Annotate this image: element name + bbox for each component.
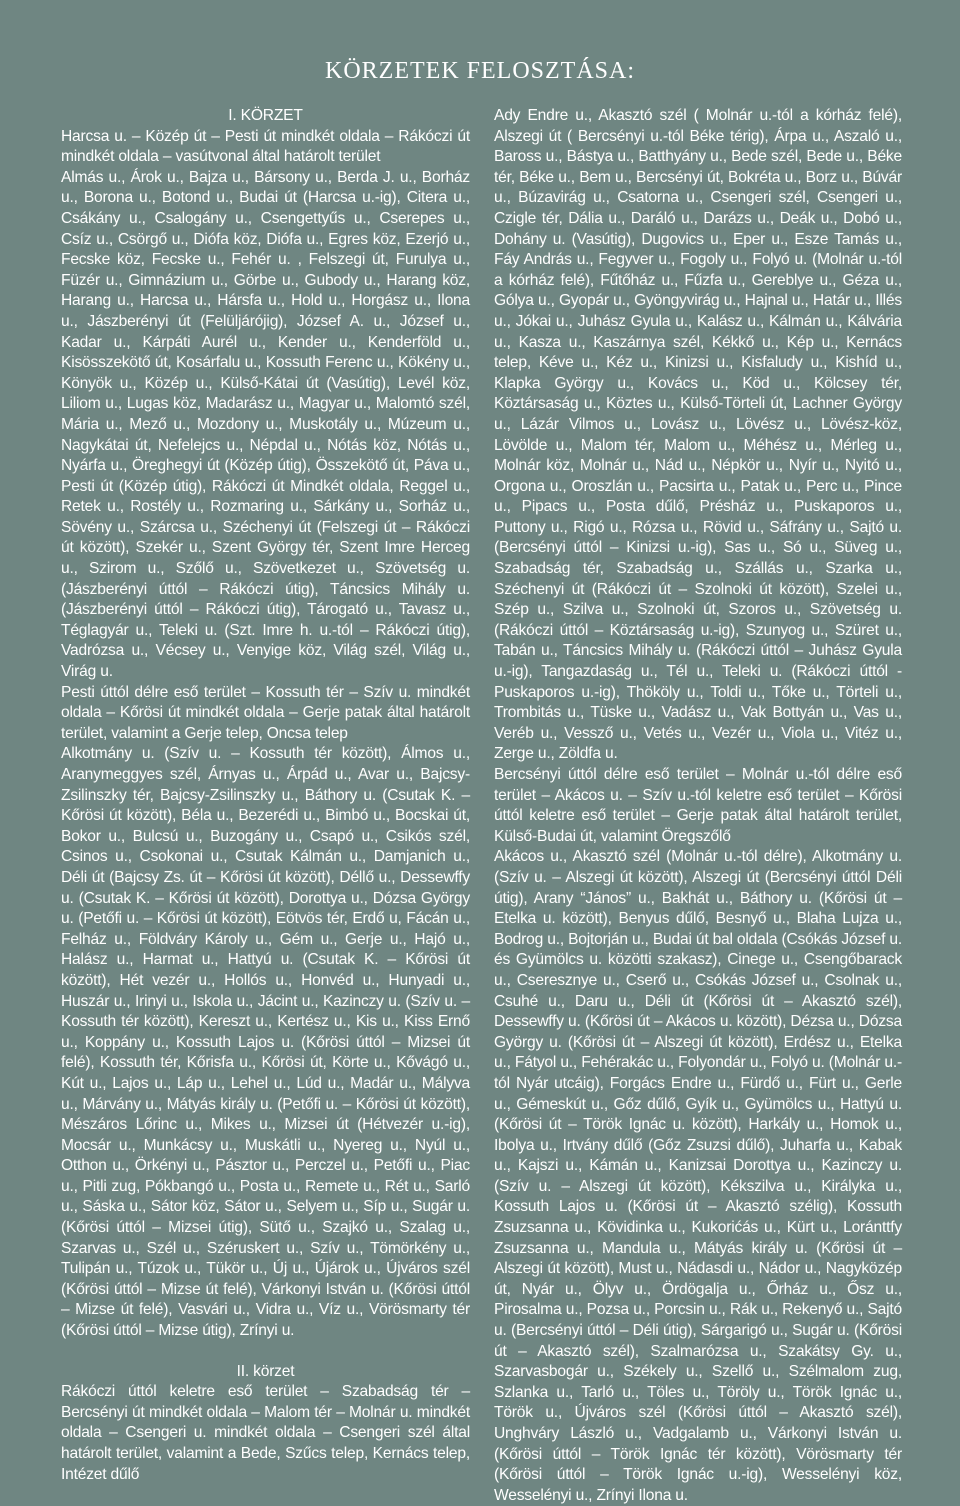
- district-2-heading: II. körzet: [236, 1362, 295, 1380]
- district-1-heading: I. KÖRZET: [228, 107, 303, 124]
- page-title: KÖRZETEK FELOSZTÁSA:: [325, 58, 635, 84]
- right-column: [494, 106, 902, 1506]
- district-2-streets: Ady Endre u., Akasztó szél ( Molnár u.-tól a kórház felé), Alszegi út ( Bercsényi u.-tól Béke térig), Árpa u., Aszaló u., Baross u., Bástya u., Batthyány u., Bede szél, Bede u., Béke tér, Béke u., Bem u., Bercsényi út, Bokréta u., Borz u., Búvár u., Búzavirág u., Csatorna u., Csengeri szél, Csengeri u., Czigle tér, Dália u., Daráló u., Darázs u., Deák u., Dobó u., Dohány u. (Vasútig), Dugovics u., Eper u., Esze Tamás u., Fáy András u., Fegyver u., Fogoly u., Folyó u. (Molnár u.-tól a kórház felé), Fűtőház u., Fűzfa u., Gereblye u., Géza u., Gólya u., Gyopár u., Gyöngyvirág u., Hajnal u., Határ u., Illés u., Jókai u., Juhász Gyula u., Kalász u., Kálmán u., Kálvária u., Kasza u., Kaszárnya szél, Kékkő u., Kép u., Kernács telep, Kéve u., Kéz u., Kinizsi u., Kisfaludy u., Kishíd u., Klapka György u., Kovács u., Köd u., Kölcsey tér, Köztársaság u., Köztes u., Külső-Törteli út, Lachner György u., Lázár Vilmos u., Lovász u., Lövész u., Lövész-köz, Lövölde u., Malom tér, Malom u., Méhész u., Mérleg u., Molnár köz, Molnár u., Nád u., Népkör u., Nyír u., Nyitó u., Orgona u., Oroszlán u., Pacsirta u., Patak u., Perc u., Pince u., Pipacs u., Posta dűlő, Présház u., Puskaporos u., Puttony u., Rigó u., Rózsa u., Rövid u., Sáfrány u., Sajtó u. (Bercsényi úttól – Kinizsi u.-ig), Sas u., Só u., Süveg u., Szabadság tér, Szabadság u., Szállás u., Szarka u., Széchenyi út (Rákóczi út – Szolnoki út között), Szelei u., Szép u., Szilva u., Szolnoki út, Szoros u., Szövetség u. (Rákóczi úttól – Köztársaság u.-ig), Szunyog u., Szüret u., Tabán u., Táncsics Mihály u. (Rákóczi úttól – Juhász Gyula u.-ig), Tangazdaság u., Tél u., Teleki u. (Rákóczi úttól -Puskaporos u.-ig), Thököly u., Toldi u., Tőke u., Törteli u., Trombitás u., Tüske u., Vadász u., Vak Bottyán u., Vas u., Veréb u., Vessző u., Vetés u., Vezér u., Viola u., Vitéz u., Zerge u., Zöldfa u.: [494, 107, 902, 763]
- district-2-boundary: Rákóczi úttól keletre eső terület – Szabadság tér – Bercsényi út mindkét oldala – Malom tér – Molnár u. mindkét oldala – Csengeri u. mindkét oldala – Csengeri szél által határolt terület, valamint a Bede, Szűcs telep, Kernács telep, Intézet dűlő: [61, 1383, 470, 1483]
- district-1-south-boundary: Pesti úttól délre eső terület – Kossuth tér – Szív u. mindkét oldala – Kőrösi út mindkét oldala – Gerje patak által határolt terület, valamint a Gerje telep, Oncsa telep: [61, 683, 470, 742]
- district-1-boundary: Harcsa u. – Közép út – Pesti út mindkét oldala – Rákóczi út mindkét oldala – vasútvonal által határolt terület: [61, 127, 470, 166]
- left-column: [61, 106, 470, 1485]
- district-2-south-boundary: Bercsényi úttól délre eső terület – Molnár u.-tól délre eső terület – Akácos u. – Szív u.-tól keletre eső terület – Kőrösi úttól keletre eső terület – Gerje patak által határolt terület, Külső-Budai út, valamint Öregszőlő: [494, 766, 902, 845]
- district-1-streets: Almás u., Árok u., Bajza u., Bársony u., Berda J. u., Borház u., Borona u., Botond u., Budai út (Harcsa u.-ig), Citera u., Csákány u., Csalogány u., Csengettyűs u., Cserepes u., Csíz u., Csörgő u., Diófa köz, Diófa u., Egres köz, Ezerjó u., Fecske köz, Fecske u., Fehér u. , Felszegi út, Furulya u., Füzér u., Gimnázium u., Görbe u., Gubody u., Harang köz, Harang u., Harcsa u., Hársfa u., Hold u., Horgász u., Ilona u., Jászberényi út (Felüljárójig), József A. u., József u., Kadar u., Kárpáti Aurél u., Kender u., Kenderföld u., Kisösszekötő út, Kosárfalu u., Kossuth Ferenc u., Kökény u., Könyök u., Közép u., Külső-Kátai út (Vasútig), Levél köz, Liliom u., Lugas köz, Madarász u., Magyar u., Malomtó szél, Mária u., Mező u., Mozdony u., Muskotály u., Múzeum u., Nagykátai út, Nefelejcs u., Népdal u., Nótás köz, Nótás u., Nyárfa u., Öreghegyi út (Közép útig), Összekötő út, Páva u., Pesti út (Közép útig), Rákóczi út Mindkét oldala, Reggel u., Retek u., Rostély u., Rozmaring u., Sárkány u., Sorház u., Sövény u., Szárcsa u., Széchenyi út (Felszegi út – Rákóczi út között), Szekér u., Szent György tér, Szent Imre Herceg u., Szirom u., Szőlő u., Szövetkezet u., Szövetség u. (Jászberényi úttól – Rákóczi útig), Táncsics Mihály u. (Jászberényi úttól – Rákóczi útig), Tárogató u., Tavasz u., Téglagyár u., Teleki u. (Szt. Imre h. u.-tól – Rákóczi útig), Vadrózsa u., Vécsey u., Venyige köz, Világ szél, Világ u., Virág u.: [61, 168, 470, 681]
- spacer: [61, 1342, 470, 1362]
- district-2-south-streets: Akácos u., Akasztó szél (Molnár u.-tól délre), Alkotmány u. (Szív u. – Alszegi út között), Alszegi út (Bercsényi úttól Déli útig), Arany “János” u., Bakhát u., Báthory u. (Kőrösi út – Etelka u. között), Benyus dűlő, Besnyő u., Blaha Lujza u., Bodrog u., Bojtorján u., Budai út bal oldala (Csókás József u. és Gyümölcs u. közötti szakasz), Cinege u., Csengőbarack u., Cseresznye u., Cserő u., Csókás József u., Csolnak u., Csuhé u., Daru u., Déli út (Kőrösi út – Akasztó szél), Dessewffy u. (Kőrösi út – Akácos u. között), Dézsa u., Dózsa György u. (Kőrösi út – Alszegi út között), Erdész u., Etelka u., Fátyol u., Fehérakác u., Folyondár u., Folyó u. (Molnár u.-tól Nyár utcáig), Forgács Endre u., Fürdő u., Fürt u., Gerle u., Gémeskút u., Gőz dűlő, Gyík u., Gyümölcs u., Hattyú u. (Kőrösi út – Török Ignác u. között), Harkály u., Homok u., Ibolya u., Irtvány dűlő (Gőz Zsuzsi dűlő), Juharfa u., Kabak u., Kajszi u., Kámán u., Kanizsai Dorottya u., Kazinczy u. (Szív u. – Alszegi út között), Kékszilva u., Királyka u., Kossuth Lajos u. (Kőrösi út – Akasztó szélig), Kossuth Zsuzsanna u., Kövidinka u., Kukorićás u., Kürt u., Loránttfy Zsuzsanna u., Mandula u., Mátyás király u. (Kőrösi út – Alszegi út között), Must u., Nádasdi u., Nádor u., Nagyközép út, Nyár u., Ölyv u., Ördögalja u., Őrház u., Ősz u., Pirosalma u., Pozsa u., Porcsin u., Rák u., Rekenyő u., Sajtó u. (Bercsényi úttól – Déli útig), Sárgarigó u., Sugár u. (Kőrösi út – Akasztó szél), Szalmarózsa u., Szakátsy Gy. u., Szarvasbogár u., Székely u., Szellő u., Szélmalom zug, Szlanka u., Tarló u., Töles u., Töröly u., Török Ignác u., Török u., Újváros szél (Kőrösi úttól – Akasztó szél), Unghváry László u., Vadgalamb u., Várkonyi István u. (Kőrösi úttól – Török Ignác tér között), Vörösmarty tér (Kőrösi úttól – Török Ignác u.-ig), Wesselényi köz, Wesselényi u., Zrínyi Ilona u.: [494, 848, 903, 1504]
- district-1-south-streets: Alkotmány u. (Szív u. – Kossuth tér között), Álmos u., Aranymeggyes szél, Árnyas u., Árpád u., Avar u., Bajcsy-Zsilinszky tér, Bajcsy-Zsilinszky u., Báthory u. (Csutak K. – Kőrösi út között), Béla u., Bezerédi u., Bimbó u., Bocskai út, Bokor u., Bulcsú u., Buzogány u., Csapó u., Csikós szél, Csinos u., Csokonai u., Csutak Kálmán u., Damjanich u., Déli út (Bajcsy Zs. út – Kőrösi út között), Déllő u., Dessewffy u. (Csutak K. – Kőrösi út között), Dorottya u., Dózsa György u. (Petőfi u. – Kőrösi út között), Eötvös tér, Erdő u, Fácán u., Felház u., Földváry Károly u., Gém u., Gerje u., Hajó u., Halász u., Harmat u., Hattyú u. (Csutak K. – Kőrösi út között), Hét vezér u., Hollós u., Honvéd u., Hunyadi u., Huszár u., Irinyi u., Iskola u., Jácint u., Kazinczy u. (Szív u. – Kossuth tér között), Kereszt u., Kertész u., Kis u., Kiss Ernő u., Koppány u., Kossuth Lajos u. (Kőrösi úttól – Mizsei út felé), Kossuth tér, Kőrisfa u., Kőrösi út, Körte u., Kővágó u., Kút u., Lajos u., Láp u., Lehel u., Lúd u., Madár u., Mályva u., Márvány u., Mátyás király u. (Petőfi u. – Kőrösi út között), Mészáros Lőrinc u., Mikes u., Mizsei út (Hétvezér u.-ig), Mocsár u., Munkácsy u., Muskátli u., Nyereg u., Nyúl u., Otthon u., Örkényi u., Pásztor u., Perczel u., Petőfi u., Piac u., Pitli zug, Pókbangó u., Posta u., Remete u., Rét u., Sarló u., Sáska u., Sátor köz, Sátor u., Selyem u., Síp u., Sugár u. (Kőrösi úttól – Mizsei útig), Sütő u., Szajkó u., Szalag u., Szarvas u., Szél u., Széruskert u., Szív u., Tömörkény u., Tulipán u., Túzok u., Tükör u., Új u., Újárok u., Újváros szél (Kőrösi úttól – Mizse út felé), Várkonyi István u. (Kőrösi úttól – Mizse út felé), Vasvári u., Vidra u., Víz u., Vörösmarty tér (Kőrösi úttól – Mizse útig), Zrínyi u.: [61, 745, 470, 1340]
